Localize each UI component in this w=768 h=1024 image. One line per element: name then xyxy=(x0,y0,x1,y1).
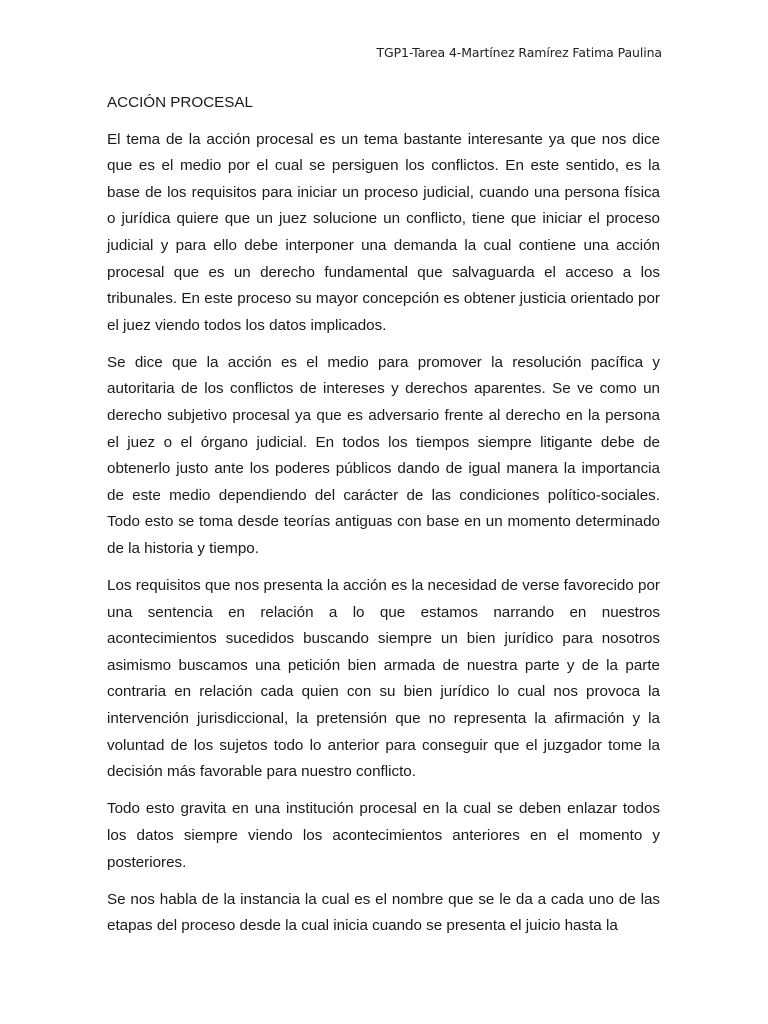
paragraph-2: Se dice que la acción es el medio para promover la resolución pacífica y autoritaria de los conflictos de intereses y derechos aparentes. Se ve como un derecho subjetivo procesal ya que es adversario frente al derecho en la persona el juez o el órgano judicial. En todos los tiempos siempre litigante debe de obtenerlo justo ante los poderes públicos dando de igual manera la importancia de este medio dependiendo del carácter de las condiciones político-sociales. Todo esto se toma desde teorías antiguas con base en un momento determinado de la historia y tiempo. xyxy=(107,353,660,557)
paragraph-1: El tema de la acción procesal es un tema bastante interesante ya que nos dice que es el medio por el cual se persiguen los conflictos. En este sentido, es la base de los requisitos para iniciar un proceso judicial, cuando una persona física o jurídica quiere que un juez solucione un conflicto, tiene que iniciar el proceso judicial y para ello debe interponer una demanda la cual contiene una acción procesal que es un derecho fundamental que salvaguarda el acceso a los tribunales. En este proceso su mayor concepción es obtener justicia orientado por el juez viendo todos los datos implicados. xyxy=(107,130,660,334)
paragraph-5: Se nos habla de la instancia la cual es el nombre que se le da a cada uno de las etapas del proceso desde la cual inicia cuando se presenta el juicio hasta la xyxy=(107,890,660,935)
document-title: ACCIÓN PROCESAL xyxy=(107,94,254,111)
page-header: TGP1-Tarea 4-Martínez Ramírez Fatima Paulina xyxy=(376,45,662,60)
document-body xyxy=(107,90,660,940)
paragraph-4: Todo esto gravita en una institución procesal en la cual se deben enlazar todos los datos siempre viendo los acontecimientos anteriores en el momento y posteriores. xyxy=(107,800,660,871)
paragraph-3: Los requisitos que nos presenta la acción es la necesidad de verse favorecido por una sentencia en relación a lo que estamos narrando en nuestros acontecimientos sucedidos buscando siempre un bien jurídico para nosotros asimismo buscamos una petición bien armada de nuestra parte y de la parte contraria en relación cada quien con su bien jurídico lo cual nos provoca la intervención jurisdiccional, la pretensión que no representa la afirmación y la voluntad de los sujetos todo lo anterior para conseguir que el juzgador tome la decisión más favorable para nuestro conflicto. xyxy=(107,577,660,781)
